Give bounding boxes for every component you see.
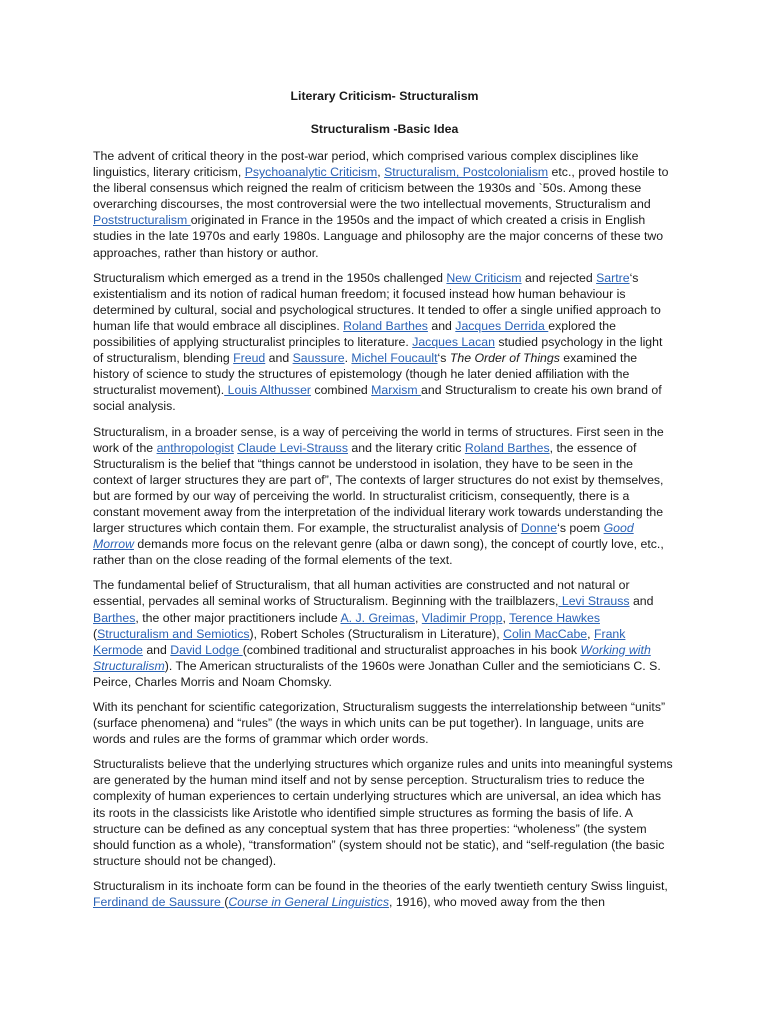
paragraph (93, 270, 676, 415)
hyperlink[interactable]: David Lodge (170, 642, 243, 657)
text-run: and the literary critic (347, 440, 465, 455)
hyperlink[interactable]: Ferdinand de Saussure (93, 895, 225, 910)
text-run: , (377, 165, 385, 180)
hyperlink[interactable]: Levi Strauss (558, 594, 630, 609)
text-run: , (502, 610, 510, 625)
hyperlink[interactable]: Marxism (371, 383, 422, 398)
hyperlink[interactable]: Claude Levi-Strauss (237, 440, 348, 455)
document-body (93, 148, 676, 910)
text-run: , (414, 610, 422, 625)
text-run: Structuralists believe that the underlying structures which organize rules and units into meaningful systems are generated by the human mind itself and not by sense perception. Structuralism tries to reduce the complexity of human experiences to certain underlying structures which are universal, an idea which has its roots in the classicists like Aristotle who identified simple structures as forming the basis of life. A structure can be defined as any conceptual system that has three properties: “wholeness” (the system should function as a whole), “transformation” (system should not be static), and “self-regulation (the basic structure should not be changed). (93, 757, 673, 868)
text-run: etc., proved hostile to the liberal consensus which reigned the realm of criticism between the 1930s and `50s. Among these overarching discourses, the most controversial were the two intellectual movements, Structuralism and (93, 165, 669, 212)
hyperlink[interactable]: Freud (233, 351, 266, 366)
hyperlink[interactable]: New Criticism (446, 270, 522, 285)
hyperlink[interactable]: Structuralism and Semiotics (97, 626, 250, 641)
paragraph (93, 424, 676, 569)
hyperlink[interactable]: Good Morrow (93, 521, 634, 552)
hyperlink[interactable]: Terence Hawkes (509, 610, 600, 625)
text-run: originated in France in the 1950s and the impact of which created a crisis in English studies in the late 1970s and early 1980s. Language and philosophy are the major concerns of these two approaches, rather than history or author. (93, 213, 664, 260)
hyperlink[interactable]: Roland Barthes (464, 440, 550, 455)
italic-text: The Order of Things (449, 351, 560, 366)
text-run: , (587, 626, 594, 641)
text-run: With its penchant for scientific categorization, Structuralism suggests the interrelationship between “units” (surface phenomena) and “rules” (the ways in which units can be put together). In language, units are words and rules are the forms of grammar which order words. (93, 700, 666, 747)
text-run: The fundamental belief of Structuralism, that all human activities are constructed and not natural or essential, pervades all seminal works of Structuralism. Beginning with the trailblazers, (93, 578, 630, 609)
hyperlink[interactable]: Louis Althusser (224, 383, 312, 398)
text-run: , 1916), who moved away from the then (388, 895, 605, 910)
hyperlink[interactable]: Poststructuralism (93, 213, 191, 228)
hyperlink[interactable]: Psychoanalytic Criticism (244, 165, 378, 180)
document-title: Literary Criticism- Structuralism (290, 89, 479, 103)
text-run: and (427, 318, 456, 333)
hyperlink[interactable]: Working with Structuralism (93, 642, 651, 673)
text-run: ‘s (437, 351, 450, 366)
paragraph (93, 699, 676, 747)
hyperlink[interactable]: Colin MacCabe (503, 626, 588, 641)
document-subtitle: Structuralism -Basic Idea (310, 122, 459, 136)
hyperlink[interactable]: Roland Barthes (343, 318, 428, 333)
hyperlink[interactable]: Jacques Derrida (455, 318, 549, 333)
text-run: , the essence of Structuralism is the belief that “things cannot be understood in isolation, they have to be seen in the context of larger structures they are part of”, The contexts of larger structures do not exist by themselves, but are formed by our way of perceiving the world. In structuralist criticism, consequently, there is a constant movement away from the interpretation of the individual literary work towards understanding the larger structures which contain them. For example, the structuralist analysis of (93, 440, 664, 536)
hyperlink[interactable]: Saussure (292, 351, 345, 366)
text-run: Structuralism, in a broader sense, is a way of perceiving the world in terms of structures. First seen in the work of the (93, 424, 664, 455)
text-run: (combined traditional and structuralist approaches in his book (242, 642, 581, 657)
hyperlink[interactable]: A. J. Greimas (340, 610, 415, 625)
hyperlink[interactable]: Structuralism, Postcolonialism (384, 165, 549, 180)
text-run: ), Robert Scholes (Structuralism in Literature), (249, 626, 504, 641)
hyperlink[interactable]: Course in General Linguistics (228, 895, 389, 910)
text-run: ‘s poem (557, 521, 604, 536)
paragraph (93, 577, 676, 690)
text-run: demands more focus on the relevant genre (alba or dawn song), the concept of courtly love, etc., rather than on the close reading of the formal elements of the text. (93, 537, 664, 568)
text-run: combined (311, 383, 372, 398)
hyperlink[interactable]: Frank Kermode (93, 626, 626, 657)
text-run: and (265, 351, 293, 366)
text-run: and (629, 594, 654, 609)
text-run: , the other major practitioners include (135, 610, 341, 625)
text-run: The advent of critical theory in the post-war period, which comprised various complex disciplines like linguistics, literary criticism, (93, 149, 639, 180)
text-run: explored the possibilities of applying structuralist principles to literature. (93, 318, 616, 350)
text-run: studied psychology in the light of structuralism, blending (93, 335, 663, 366)
text-run: and Structuralism to create his own brand of social analysis. (93, 383, 662, 414)
hyperlink[interactable]: Donne (520, 521, 558, 536)
hyperlink[interactable]: Jacques Lacan (412, 335, 495, 350)
text-run: . (344, 351, 352, 366)
paragraph (93, 878, 676, 910)
hyperlink[interactable]: Barthes (93, 610, 136, 625)
text-run: ‘s existentialism and its notion of radical human freedom; it focused instead how human behaviour is determined by cultural, social and psychological structures. It tended to offer a single unified approach to human life that would embrace all disciplines. (93, 270, 661, 333)
hyperlink[interactable]: anthropologist (156, 440, 234, 455)
text-run: examined the history of science to study the structures of epistemology (though he later denied affiliation with the structuralist movement). (93, 351, 638, 398)
paragraph (93, 148, 676, 261)
text-run: ( (93, 626, 98, 641)
text-run: ). The American structuralists of the 1960s were Jonathan Culler and the semioticians C. S. Peirce, Charles Morris and Noam Chomsky. (93, 658, 661, 689)
text-run: and rejected (521, 270, 597, 285)
paragraph (93, 756, 676, 869)
text-run: Structuralism in its inchoate form can be found in the theories of the early twentieth century Swiss linguist, (93, 878, 668, 893)
text-run: ( (224, 895, 229, 910)
hyperlink[interactable]: Vladimir Propp (421, 610, 503, 625)
text-run: and (142, 642, 171, 657)
text-run: Structuralism which emerged as a trend in the 1950s challenged (93, 270, 447, 285)
hyperlink[interactable]: Michel Foucault (351, 351, 438, 366)
hyperlink[interactable]: Sartre (596, 270, 630, 285)
